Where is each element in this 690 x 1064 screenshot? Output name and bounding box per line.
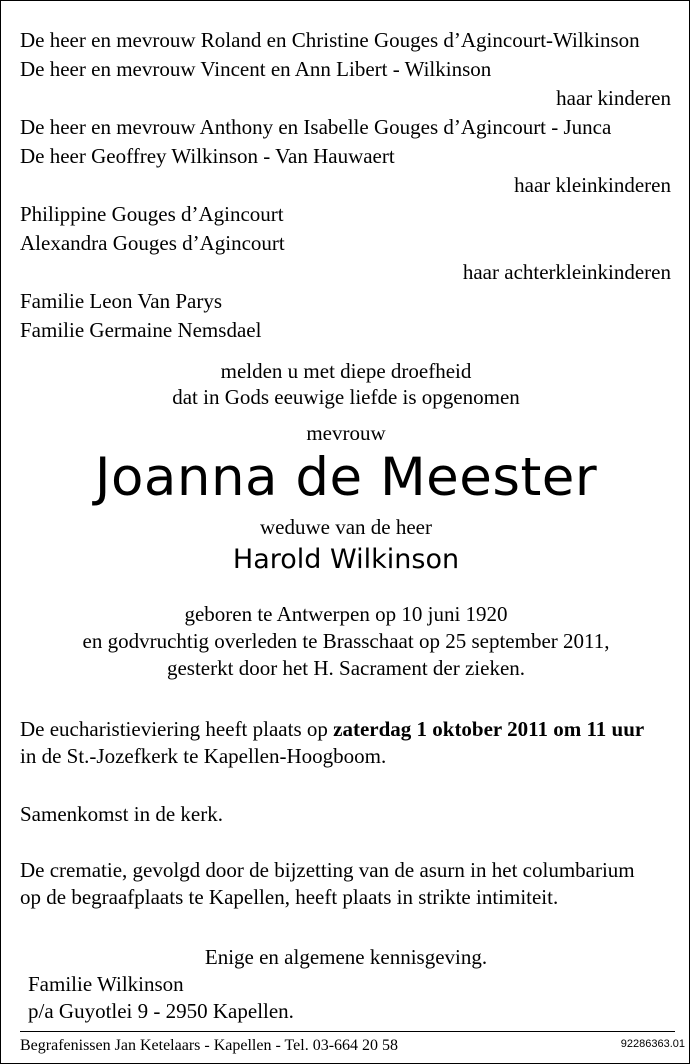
announcement-line: dat in Gods eeuwige liefde is opgenomen: [172, 385, 520, 409]
deceased-title: mevrouw: [306, 421, 386, 445]
family-great-grandchild-line: Alexandra Gouges d’Agincourt: [20, 231, 285, 255]
family-other-line: Familie Germaine Nemsdael: [20, 318, 262, 342]
family-child-line: De heer en mevrouw Vincent en Ann Libert - Wilkinson: [20, 57, 492, 81]
family-great-grandchild-line: Philippine Gouges d’Agincourt: [20, 202, 284, 226]
sacrament-line: gesterkt door het H. Sacrament der zieken.: [166, 656, 526, 680]
children-label: haar kinderen: [556, 86, 671, 110]
widow-of-line: weduwe van de heer: [260, 515, 432, 539]
cremation-line: De crematie, gevolgd door de bijzetting van de asurn in het columbarium: [20, 858, 635, 882]
family-child-line: De heer en mevrouw Roland en Christine Gouges d’Agincourt-Wilkinson: [20, 28, 640, 52]
deceased-name: Joanna de Meester: [94, 447, 598, 508]
family-other-line: Familie Leon Van Parys: [20, 289, 223, 313]
grandchildren-label: haar kleinkinderen: [514, 173, 671, 197]
birth-line: geboren te Antwerpen op 10 juni 1920: [184, 602, 508, 626]
service-line: [20, 715, 644, 744]
service-datetime: zaterdag 1 oktober 2011 om 11 uur: [333, 717, 645, 741]
contact-name: Familie Wilkinson: [28, 972, 184, 996]
footer-divider: [20, 1031, 675, 1032]
announcement-line: melden u met diepe droefheid: [220, 359, 472, 383]
service-intro: De eucharistieviering heeft plaats op: [20, 717, 334, 741]
service-location: in de St.-Jozefkerk te Kapellen-Hoogboom.: [20, 744, 387, 768]
spouse-name: Harold Wilkinson: [232, 544, 460, 575]
family-grandchild-line: De heer en mevrouw Anthony en Isabelle Gouges d’Agincourt - Junca: [20, 115, 612, 139]
contact-address: p/a Guyotlei 9 - 2950 Kapellen.: [28, 999, 294, 1023]
family-grandchild-line: De heer Geoffrey Wilkinson - Van Hauwaert: [20, 144, 395, 168]
general-notice: Enige en algemene kennisgeving.: [204, 945, 488, 969]
death-line: en godvruchtig overleden te Brasschaat op 25 september 2011,: [82, 629, 610, 653]
reference-number: 92286363.01: [620, 1038, 685, 1050]
funeral-home-footer: Begrafenissen Jan Ketelaars - Kapellen - Tel. 03-664 20 58: [20, 1037, 399, 1054]
great-grandchildren-label: haar achterkleinkinderen: [462, 260, 671, 284]
cremation-line: op de begraafplaats te Kapellen, heeft plaats in strikte intimiteit.: [20, 885, 559, 909]
gathering-line: Samenkomst in de kerk.: [20, 802, 223, 826]
